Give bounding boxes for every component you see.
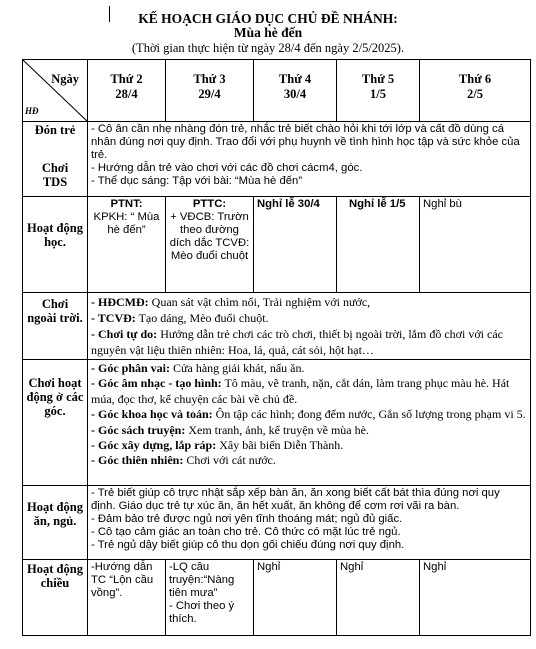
hd-label: HĐ <box>25 106 39 117</box>
day-header-fri: Thứ 6 2/5 <box>420 60 531 122</box>
content-goc: - Góc phân vai: Cửa hàng giải khát, nấu ăn. - Góc âm nhạc - tạo hình: Tô màu, vẽ tranh, nặn, cắt dán, làm trang phục màu hè. Hát múa, đọc thơ, kể chuyện các bài về chủ đề. - Góc khoa học và toán: Ôn tập các hình; đong đếm nước, Gắn số lượng trong phạm vi 5. - Góc sách truyện: Xem tranh, ảnh, kể truyện về mùa hè. - Góc xây dựng, lắp ráp: Xây bãi biển Diễn Thành. - Góc thiên nhiên: Chơi với cát nước. <box>88 360 531 486</box>
chieu-mon: -Hướng dẫn TC “Lộn cầu vồng”. <box>88 560 166 636</box>
theme-title: Mùa hè đến <box>233 25 303 40</box>
label-an-ngu: Hoạt động ăn, ngủ. <box>23 486 88 560</box>
diagonal-header-cell <box>23 60 88 122</box>
row-an-ngu <box>23 486 531 560</box>
label-goc: Chơi hoạt động ở các góc. <box>23 360 88 486</box>
day-header-thu: Thứ 5 1/5 <box>337 60 420 122</box>
hoc-fri: Nghỉ bù <box>420 197 531 293</box>
content-an-ngu: - Trẻ biết giúp cô trực nhật sắp xếp bàn ăn, ăn xong biết cất bát thìa đúng nơi quy định. Giáo dục trẻ tự xúc ăn, ăn hết xuất, ăn không để cơm rơi vãi ra bàn. - Đảm bảo trẻ được ngủ nơi yên tĩnh thoáng mát; ngủ đủ giấc. - Cô tạo cảm giác an toàn cho trẻ. Cô thức có mặt lúc trẻ ngủ. - Trẻ ngủ dậy biết giúp cô thu dọn gối chiếu đúng nơi quy định. <box>88 486 531 560</box>
page-title: KẾ HOẠCH GIÁO DỤC CHỦ ĐỀ NHÁNH: <box>138 11 398 26</box>
hoc-mon: PTNT: KPKH: “ Mùa hè đến” <box>88 197 166 293</box>
date-range-subtitle: (Thời gian thực hiện từ ngày 28/4 đến ngày 2/5/2025). <box>131 41 405 55</box>
content-ngoai-troi: - HĐCMĐ: Quan sát vật chìm nổi, Trải nghiệm với nước, - TCVĐ: Tạo dáng, Mèo đuổi chuột. - Chơi tự do: Hướng dẫn trẻ chơi các trò chơi, thiết bị ngoài trời, lắm đồ chơi với các nguyên vật liệu thiên nhiên: Hoa, lá, quả, cát sỏi, hột hạt… <box>88 293 531 360</box>
row-goc <box>23 360 531 486</box>
chieu-wed: Nghỉ <box>254 560 337 636</box>
day-header-tue: Thứ 3 29/4 <box>166 60 254 122</box>
plan-table <box>22 59 531 636</box>
label-chieu: Hoạt động chiều <box>23 560 88 636</box>
content-don-tre: - Cô ân cần nhẹ nhàng đón trẻ, nhắc trẻ biết chào hỏi khi tới lớp và cất đồ dùng cá nhân đúng nơi quy định. Trao đổi với phụ huynh về tình hình học tập và sức khỏe của trẻ. - Hướng dẫn trẻ vào chơi với các đồ chơi cácm4, góc. - Thể dục sáng: Tập với bài: “Mùa hè đến” <box>88 122 531 197</box>
label-hoat-dong-hoc: Hoạt động học. <box>23 197 88 293</box>
row-hoat-dong-hoc <box>23 197 531 293</box>
label-ngoai-troi: Chơi ngoài trời. <box>23 293 88 360</box>
day-header-wed: Thứ 4 30/4 <box>254 60 337 122</box>
row-don-tre <box>23 122 531 197</box>
chieu-thu: Nghỉ <box>337 560 420 636</box>
day-header-mon: Thứ 2 28/4 <box>88 60 166 122</box>
hoc-wed: Nghỉ lễ 30/4 <box>254 197 337 293</box>
row-chieu <box>23 560 531 636</box>
label-don-tre: Đón trẻ Chơi TDS <box>23 122 88 197</box>
ngay-label: Ngày <box>51 72 79 86</box>
hoc-thu: Nghỉ lễ 1/5 <box>337 197 420 293</box>
table-header-row <box>23 60 531 122</box>
chieu-tue: -LQ câu truyện:“Nàng tiên mưa” - Chơi theo ý thích. <box>166 560 254 636</box>
chieu-fri: Nghỉ <box>420 560 531 636</box>
hoc-tue: PTTC: + VĐCB: Trườn theo đường dích dắc TCVĐ: Mèo đuổi chuột <box>166 197 254 293</box>
row-ngoai-troi <box>23 293 531 360</box>
